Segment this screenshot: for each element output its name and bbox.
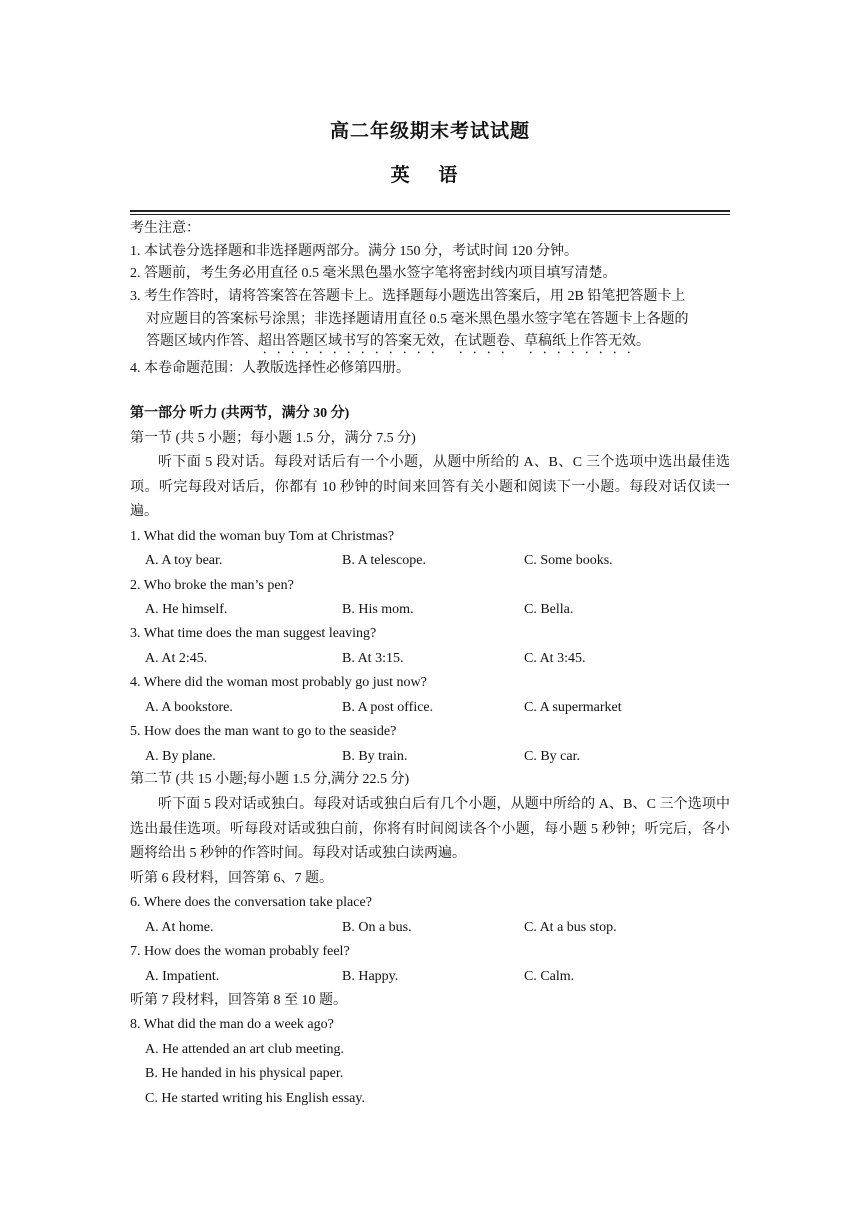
question-1-option-b: B. A telescope.	[342, 553, 426, 568]
question-4-stem: 4. Where did the woman most probably go just now?	[130, 675, 427, 690]
question-3-option-c: C. At 3:45.	[524, 651, 586, 666]
question-5-option-b: B. By train.	[342, 749, 408, 764]
question-8-option-c: C. He started writing his English essay.	[145, 1091, 365, 1106]
question-3-option-b: B. At 3:15.	[342, 651, 404, 666]
question-8-stem: 8. What did the man do a week ago?	[130, 1017, 334, 1032]
question-4-option-b: B. A post office.	[342, 700, 434, 715]
notice-item-3-line-2: 对应题目的答案标号涂黑；非选择题请用直径 0.5 毫米黑色墨水签字笔在答题卡上各题的	[146, 312, 689, 327]
notice-item-4: 4. 本卷命题范围：人教版选择性必修第四册。	[130, 361, 410, 376]
notice-item-3-prefix: 答题区域内作答、	[146, 334, 258, 349]
notice-item-3-line-1: 3. 考生作答时，请将答案答在答题卡上。选择题每小题选出答案后，用 2B 铅笔把答题卡上	[130, 289, 686, 304]
part1-heading: 第一部分 听力 (共两节，满分 30 分)	[130, 406, 350, 421]
question-3-stem: 3. What time does the man suggest leaving?	[130, 626, 377, 641]
question-6-option-b: B. On a bus.	[342, 920, 412, 935]
subject-title: 英 语	[390, 165, 470, 186]
question-4-option-a: A. A bookstore.	[145, 700, 233, 715]
question-5-option-a: A. By plane.	[145, 749, 216, 764]
notice-item-3-emphasis: 超出答题区域书写的答案无效，在试题卷、草稿纸上作答无效。	[258, 334, 650, 349]
question-2-option-a: A. He himself.	[145, 602, 228, 617]
question-7-option-b: B. Happy.	[342, 969, 399, 984]
section1-instructions: 听下面 5 段对话。每段对话后有一个小题，从题中所给的 A、B、C 三个选项中选出最佳选项。听完每段对话后，你都有 10 秒钟的时间来回答有关小题和阅读下一小题。每段对话仅读一遍。	[130, 455, 730, 519]
exam-title: 高二年级期末考试试题	[329, 121, 530, 142]
material-7-instruction: 听第 7 段材料，回答第 8 至 10 题。	[130, 993, 347, 1008]
question-7-stem: 7. How does the woman probably feel?	[130, 944, 350, 959]
section2-heading: 第二节 (共 15 小题;每小题 1.5 分,满分 22.5 分)	[130, 772, 410, 787]
question-6-option-a: A. At home.	[145, 920, 214, 935]
question-2-option-b: B. His mom.	[342, 602, 414, 617]
question-7-option-a: A. Impatient.	[145, 969, 220, 984]
question-5-stem: 5. How does the man want to go to the seaside?	[130, 724, 397, 739]
header-rule-thin	[130, 214, 730, 215]
question-1-option-a: A. A toy bear.	[145, 553, 223, 568]
question-4-option-c: C. A supermarket	[524, 700, 622, 715]
question-2-option-c: C. Bella.	[524, 602, 574, 617]
question-1-option-c: C. Some books.	[524, 553, 613, 568]
question-7-option-c: C. Calm.	[524, 969, 575, 984]
question-3-option-a: A. At 2:45.	[145, 651, 208, 666]
question-8-option-b: B. He handed in his physical paper.	[145, 1066, 344, 1081]
question-8-option-a: A. He attended an art club meeting.	[145, 1042, 345, 1057]
notice-item-3-line-3	[146, 333, 650, 357]
question-6-stem: 6. Where does the conversation take place?	[130, 895, 372, 910]
notice-item-2: 2. 答题前，考生务必用直径 0.5 毫米黑色墨水签字笔将密封线内项目填写清楚。	[130, 266, 617, 281]
question-5-option-c: C. By car.	[524, 749, 580, 764]
material-6-instruction: 听第 6 段材料，回答第 6、7 题。	[130, 871, 333, 886]
header-rule-thick	[130, 210, 730, 212]
section1-heading: 第一节 (共 5 小题；每小题 1.5 分，满分 7.5 分)	[130, 431, 416, 446]
notice-item-1: 1. 本试卷分选择题和非选择题两部分。满分 150 分，考试时间 120 分钟。	[130, 244, 578, 259]
section2-instructions: 听下面 5 段对话或独白。每段对话或独白后有几个小题，从题中所给的 A、B、C 三个选项中选出最佳选项。听每段对话或独白前，你将有时间阅读各个小题，每小题 5 秒钟；听完后，各小题将给出 5 秒钟的作答时间。每段对话或独白读两遍。	[130, 797, 730, 861]
question-2-stem: 2. Who broke the man’s pen?	[130, 578, 294, 593]
question-1-stem: 1. What did the woman buy Tom at Christmas?	[130, 529, 395, 544]
notice-heading: 考生注意：	[130, 221, 200, 236]
question-6-option-c: C. At a bus stop.	[524, 920, 617, 935]
